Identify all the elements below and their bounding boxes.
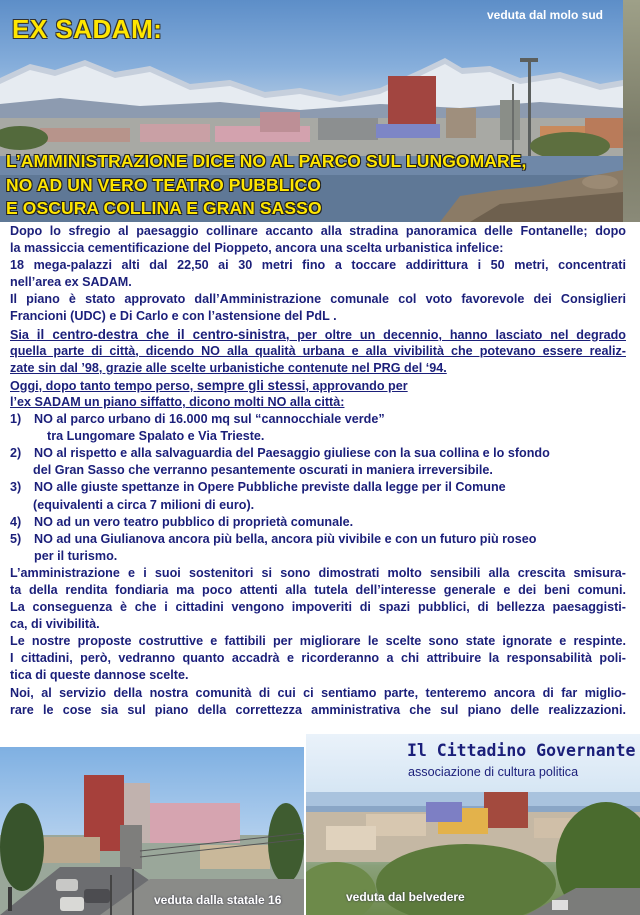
list-item-continuation xyxy=(10,497,626,514)
paragraph-6-line: tica di queste dannose scelte. xyxy=(10,668,189,683)
list-number: 2) xyxy=(10,446,22,461)
headline-line-2: NO AD UN VERO TEATRO PUBBLICO xyxy=(6,175,321,195)
paragraph-3-line: zate sin dal ’98, grazie alle scelte urbanistiche contenute nel PRG del ‘94. xyxy=(10,360,447,375)
header-photo-edge xyxy=(623,0,640,222)
paragraph-6-line: I cittadini, però, vedranno quanto accadrà e ricorderanno a chi attribuire la responsabilità poli- xyxy=(10,651,626,666)
p3-emphasis: il centro-destra che il centro-sinistra, xyxy=(36,326,290,342)
list-number: 5) xyxy=(10,531,22,546)
list-item xyxy=(10,531,626,548)
paragraph-5-line: La conseguenza è che i cittadini vengono impoveriti di spazi pubblici, di bellezza paesaggisti- xyxy=(10,600,626,615)
association-subtitle: associazione di cultura politica xyxy=(408,765,579,779)
p4-emphasis: sempre gli stessi xyxy=(196,377,306,393)
association-name: Il Cittadino Governante xyxy=(407,741,636,760)
p3-lead: Sia xyxy=(10,327,37,342)
list-text: NO al rispetto e alla salvaguardia del Paesaggio giuliese con la sua collina e lo sfondo xyxy=(34,446,550,461)
headline-line-1: L’AMMINISTRAZIONE DICE NO AL PARCO SUL LUNGOMARE, xyxy=(6,151,527,171)
paragraph-1-line: nell’area ex SADAM. xyxy=(10,275,132,290)
list-item xyxy=(10,479,626,496)
list-text: NO al parco urbano di 16.000 mq sul “cannocchiale verde” xyxy=(34,412,385,427)
paragraph-1-line: la massiccia cementificazione del Pioppeto, ancora una scelta urbanistica infelice: xyxy=(10,241,504,256)
article-body xyxy=(10,223,626,719)
paragraph-1-line: 18 mega-palazzi alti dal 22,50 ai 30 metri fino a toccare addirittura i 50 metri, concentrati xyxy=(10,258,626,273)
list-text: per il turismo. xyxy=(34,548,118,563)
list-text: tra Lungomare Spalato e Via Trieste. xyxy=(47,429,265,444)
paragraph-5-line: ta della rendita fondiaria ma poco attenti alla tutela dell’interesse generale e dei beni comuni. xyxy=(10,582,626,597)
photo-caption-top: veduta dal molo sud xyxy=(487,8,604,22)
paragraph-5-line: ca, di vivibilità. xyxy=(10,617,100,632)
p3-rest: per oltre un decennio, hanno lasciato nel degrado xyxy=(289,327,626,342)
list-number: 1) xyxy=(10,412,22,427)
page-title: EX SADAM: xyxy=(12,14,163,44)
paragraph-4-line xyxy=(10,377,626,394)
list-number: 4) xyxy=(10,514,22,529)
list-text: del Gran Sasso che verranno pesantemente oscurati in maniera irreversibile. xyxy=(33,463,493,478)
paragraph-1-line: Dopo lo sfregio al paesaggio collinare accanto alla stradina panoramica delle Fontanelle; dopo xyxy=(10,224,626,238)
paragraph-3-line: quella parte di città, dicendo NO alla qualità urbana e alla vivibilità che potevano essere realiz- xyxy=(10,343,626,358)
list-item-continuation xyxy=(10,548,626,565)
list-text: NO ad una Giulianova ancora più bella, ancora più vivibile e con un futuro più roseo xyxy=(34,531,537,546)
paragraph-2-line: Il piano è stato approvato dall’Amministrazione comunale col voto favorevole dei Consiglieri xyxy=(10,292,626,307)
statale-road-illustration xyxy=(0,747,304,915)
photo-from-statale xyxy=(0,747,304,915)
list-text: (equivalenti a circa 7 milioni di euro). xyxy=(33,497,255,512)
headline-line-3: E OSCURA COLLINA E GRAN SASSO xyxy=(6,198,322,218)
paragraph-4-line: l’ex SADAM un piano siffatto, dicono molti NO alla città: xyxy=(10,394,345,409)
list-text: NO alle giuste spettanze in Opere Pubbliche previste dalla legge per il Comune xyxy=(34,480,506,495)
photo-caption-right: veduta dal belvedere xyxy=(346,890,465,904)
paragraph-5-line: L’amministrazione e i suoi sostenitori si sono dimostrati molto sensibili alla crescita smisura- xyxy=(10,565,626,580)
list-item-continuation xyxy=(10,428,626,445)
list-item-continuation xyxy=(10,462,626,479)
paragraph-6-line: Le nostre proposte costruttive e fattibili per migliorare le scelte sono state ignorate e respinte. xyxy=(10,634,626,649)
p4-rest: , approvando per xyxy=(305,378,408,393)
paragraph-7-line: Noi, al servizio della nostra comunità di cui ci sentiamo parte, tenteremo ancora di far miglio- xyxy=(10,685,626,700)
paragraph-7-line: rare le cose sia sul piano della correttezza amministrativa che sul piano delle realizzazioni. xyxy=(10,702,626,717)
list-item xyxy=(10,514,626,531)
list-number: 3) xyxy=(10,480,22,495)
list-item xyxy=(10,411,626,428)
list-text: NO ad un vero teatro pubblico di proprietà comunale. xyxy=(34,514,354,529)
list-item xyxy=(10,445,626,462)
p4-lead: Oggi, dopo tanto tempo perso, xyxy=(10,378,197,393)
paragraph-2-line: Francioni (UDC) e Di Carlo e con l’astensione del PdL . xyxy=(10,309,337,324)
paragraph-3-line xyxy=(10,326,626,343)
photo-caption-left: veduta dalla statale 16 xyxy=(154,893,282,907)
